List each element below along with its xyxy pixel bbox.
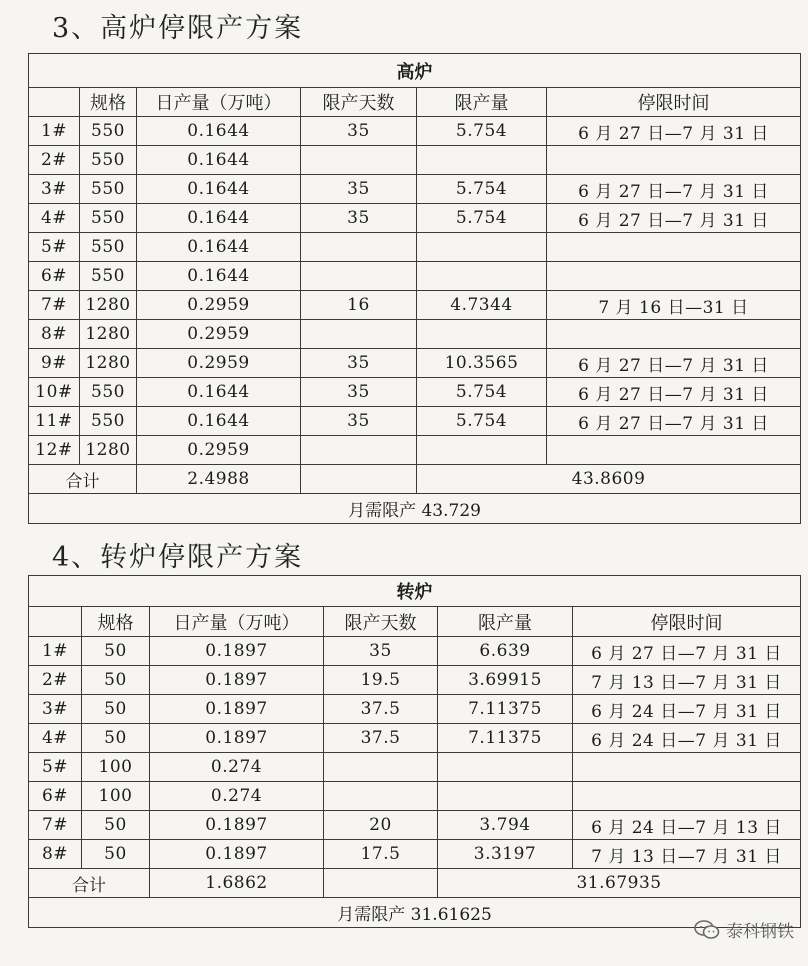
table-row [29,695,801,724]
row-id-cell: 8# [29,840,82,869]
daily-output-cell: 0.2959 [137,436,301,465]
stop-time-cell [547,320,801,349]
row-id-cell: 5# [29,233,80,262]
daily-output-cell: 0.1644 [137,146,301,175]
header-spec: 规格 [82,607,150,637]
table-row [29,146,801,175]
header-id-cell [29,88,80,117]
table-row [29,291,801,320]
limit-days-cell: 35 [301,204,417,233]
row-id-cell: 4# [29,724,82,753]
row-id-cell: 8# [29,320,80,349]
daily-output-cell: 0.1644 [137,204,301,233]
row-id-cell: 2# [29,146,80,175]
monthly-limit-text: 月需限产 43.729 [29,494,801,524]
table-row [29,175,801,204]
table-header-row [29,607,801,637]
daily-output-cell: 0.1644 [137,407,301,436]
stop-time-cell: 7 月 13 日—7 月 31 日 [573,666,801,695]
converter-table [28,575,801,928]
total-limit-amount: 43.8609 [417,465,801,494]
table-row [29,782,801,811]
header-stop-time: 停限时间 [547,88,801,117]
stop-time-cell: 6 月 27 日—7 月 31 日 [547,204,801,233]
table-row [29,233,801,262]
limit-amount-cell: 6.639 [438,637,573,666]
daily-output-cell: 0.1897 [150,695,324,724]
limit-amount-cell: 7.11375 [438,724,573,753]
limit-days-cell: 35 [301,349,417,378]
table-title: 转炉 [29,576,801,607]
stop-time-cell: 6 月 27 日—7 月 31 日 [547,117,801,146]
daily-output-cell: 0.2959 [137,291,301,320]
limit-days-cell [301,436,417,465]
header-limit-days: 限产天数 [324,607,438,637]
stop-time-cell [547,436,801,465]
row-id-cell: 7# [29,291,80,320]
limit-days-cell: 35 [301,407,417,436]
limit-days-cell: 35 [301,117,417,146]
table-row [29,753,801,782]
limit-amount-cell: 5.754 [417,117,547,146]
total-row [29,465,801,494]
stop-time-cell [547,262,801,291]
spec-cell: 50 [82,695,150,724]
header-stop-time: 停限时间 [573,607,801,637]
total-limit-amount: 31.67935 [438,869,801,898]
row-id-cell: 5# [29,753,82,782]
stop-time-cell: 6 月 27 日—7 月 31 日 [547,378,801,407]
limit-amount-cell: 3.3197 [438,840,573,869]
blast-furnace-heading: 3、高炉停限产方案 [52,13,304,44]
spec-cell: 1280 [80,320,137,349]
header-limit-amount: 限产量 [417,88,547,117]
row-id-cell: 3# [29,695,82,724]
limit-amount-cell [417,320,547,349]
stop-time-cell: 6 月 24 日—7 月 13 日 [573,811,801,840]
daily-output-cell: 0.1644 [137,117,301,146]
total-empty-cell [301,465,417,494]
daily-output-cell: 0.1644 [137,175,301,204]
daily-output-cell: 0.2959 [137,349,301,378]
limit-days-cell: 17.5 [324,840,438,869]
total-row [29,869,801,898]
table-row [29,666,801,695]
limit-amount-cell [438,782,573,811]
daily-output-cell: 0.274 [150,753,324,782]
row-id-cell: 4# [29,204,80,233]
table-row [29,407,801,436]
daily-output-cell: 0.274 [150,782,324,811]
daily-output-cell: 0.1644 [137,233,301,262]
limit-days-cell: 37.5 [324,695,438,724]
limit-days-cell [301,233,417,262]
limit-amount-cell: 5.754 [417,407,547,436]
limit-days-cell [301,320,417,349]
limit-days-cell: 20 [324,811,438,840]
spec-cell: 1280 [80,436,137,465]
spec-cell: 50 [82,840,150,869]
limit-days-cell: 19.5 [324,666,438,695]
row-id-cell: 11# [29,407,80,436]
limit-amount-cell: 5.754 [417,175,547,204]
limit-days-cell [324,753,438,782]
table-row [29,204,801,233]
row-id-cell: 1# [29,117,80,146]
monthly-limit-row [29,494,801,524]
table-title: 高炉 [29,54,801,88]
row-id-cell: 10# [29,378,80,407]
header-spec: 规格 [80,88,137,117]
limit-amount-cell [417,436,547,465]
limit-amount-cell [438,753,573,782]
header-limit-days: 限产天数 [301,88,417,117]
converter-tbody [29,576,801,928]
table-title-row [29,54,801,88]
row-id-cell: 7# [29,811,82,840]
watermark [694,917,794,942]
table-row [29,117,801,146]
limit-days-cell [301,146,417,175]
stop-time-cell: 6 月 27 日—7 月 31 日 [547,175,801,204]
spec-cell: 550 [80,146,137,175]
daily-output-cell: 0.1897 [150,724,324,753]
header-daily-output: 日产量（万吨） [137,88,301,117]
stop-time-cell [547,146,801,175]
monthly-limit-row [29,898,801,928]
stop-time-cell: 6 月 24 日—7 月 31 日 [573,724,801,753]
row-id-cell: 2# [29,666,82,695]
table-row [29,724,801,753]
limit-amount-cell: 10.3565 [417,349,547,378]
blast-furnace-tbody [29,54,801,524]
table-row [29,349,801,378]
stop-time-cell: 6 月 27 日—7 月 31 日 [573,637,801,666]
spec-cell: 550 [80,117,137,146]
limit-amount-cell: 5.754 [417,204,547,233]
limit-amount-cell [417,233,547,262]
daily-output-cell: 0.1644 [137,262,301,291]
limit-days-cell [324,782,438,811]
spec-cell: 100 [82,782,150,811]
spec-cell: 50 [82,637,150,666]
daily-output-cell: 0.1897 [150,811,324,840]
table-header-row [29,88,801,117]
limit-amount-cell: 4.7344 [417,291,547,320]
spec-cell: 550 [80,262,137,291]
daily-output-cell: 0.1897 [150,637,324,666]
spec-cell: 550 [80,378,137,407]
spec-cell: 50 [82,811,150,840]
spec-cell: 100 [82,753,150,782]
total-label: 合计 [29,869,150,898]
spec-cell: 1280 [80,349,137,378]
daily-output-cell: 0.1644 [137,378,301,407]
limit-days-cell: 35 [301,175,417,204]
stop-time-cell: 6 月 27 日—7 月 31 日 [547,349,801,378]
table-row [29,320,801,349]
header-id-cell [29,607,82,637]
spec-cell: 550 [80,233,137,262]
table-row [29,378,801,407]
stop-time-cell: 6 月 24 日—7 月 31 日 [573,695,801,724]
limit-amount-cell: 7.11375 [438,695,573,724]
blast-furnace-table [28,53,801,524]
row-id-cell: 9# [29,349,80,378]
daily-output-cell: 0.2959 [137,320,301,349]
row-id-cell: 6# [29,262,80,291]
row-id-cell: 12# [29,436,80,465]
spec-cell: 550 [80,175,137,204]
converter-heading: 4、转炉停限产方案 [52,542,304,573]
wechat-icon [694,920,720,940]
header-daily-output: 日产量（万吨） [150,607,324,637]
limit-amount-cell: 3.794 [438,811,573,840]
limit-days-cell: 37.5 [324,724,438,753]
table-title-row [29,576,801,607]
table-row [29,637,801,666]
stop-time-cell [573,782,801,811]
stop-time-cell: 6 月 27 日—7 月 31 日 [547,407,801,436]
limit-days-cell: 35 [324,637,438,666]
daily-output-cell: 0.1897 [150,840,324,869]
table-row [29,811,801,840]
spec-cell: 550 [80,204,137,233]
limit-days-cell [301,262,417,291]
stop-time-cell: 7 月 16 日—31 日 [547,291,801,320]
daily-output-cell: 0.1897 [150,666,324,695]
row-id-cell: 1# [29,637,82,666]
total-daily-output: 2.4988 [137,465,301,494]
spec-cell: 50 [82,666,150,695]
table-row [29,840,801,869]
stop-time-cell [573,753,801,782]
stop-time-cell: 7 月 13 日—7 月 31 日 [573,840,801,869]
stop-time-cell [547,233,801,262]
limit-days-cell: 16 [301,291,417,320]
spec-cell: 50 [82,724,150,753]
total-empty-cell [324,869,438,898]
spec-cell: 550 [80,407,137,436]
limit-days-cell: 35 [301,378,417,407]
total-daily-output: 1.6862 [150,869,324,898]
limit-amount-cell [417,146,547,175]
spec-cell: 1280 [80,291,137,320]
watermark-text: 泰科钢铁 [726,922,794,942]
total-label: 合计 [29,465,137,494]
limit-amount-cell: 3.69915 [438,666,573,695]
limit-amount-cell [417,262,547,291]
header-limit-amount: 限产量 [438,607,573,637]
row-id-cell: 3# [29,175,80,204]
monthly-limit-text: 月需限产 31.61625 [29,898,801,928]
table-row [29,262,801,291]
table-row [29,436,801,465]
row-id-cell: 6# [29,782,82,811]
limit-amount-cell: 5.754 [417,378,547,407]
